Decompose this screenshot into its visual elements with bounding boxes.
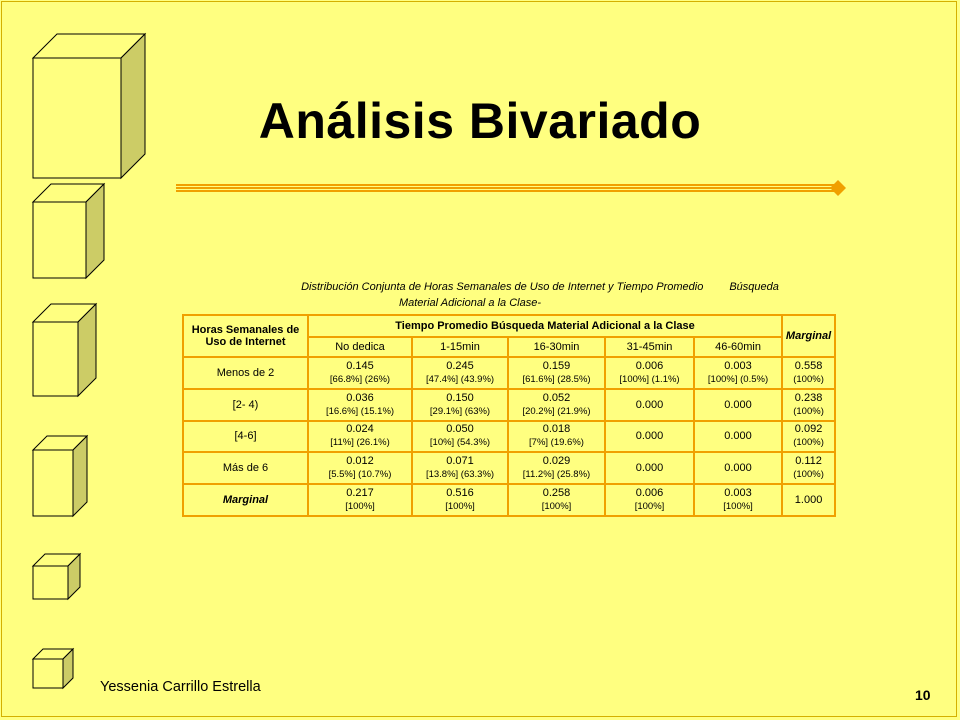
cube-icon	[33, 436, 87, 516]
joint-distribution-table	[182, 314, 836, 517]
row-header: Horas Semanales de Uso de Internet	[183, 315, 308, 357]
table-cell: 0.003 [100%] (0.5%)	[694, 357, 782, 389]
row-label: Marginal	[183, 484, 308, 516]
row-label: Más de 6	[183, 452, 308, 484]
table-cell: 0.006 [100%] (1.1%)	[605, 357, 694, 389]
marginal-cell: 0.558 (100%)	[782, 357, 835, 389]
table-cell: 0.159 [61.6%] (28.5%)	[508, 357, 605, 389]
table-caption-line2: Material Adicional a la Clase-	[398, 297, 542, 309]
table-cell: 0.217 [100%]	[308, 484, 412, 516]
row-label: [4-6]	[183, 421, 308, 453]
marginal-cell: 0.238 (100%)	[782, 389, 835, 421]
marginal-header: Marginal	[782, 315, 835, 357]
table-row	[183, 389, 835, 421]
column-header: 46-60min	[694, 337, 782, 357]
page-number: 10	[915, 687, 931, 703]
table-cell: 0.018 [7%] (19.6%)	[508, 421, 605, 453]
table-cell: 0.000	[694, 389, 782, 421]
marginal-cell: 0.112 (100%)	[782, 452, 835, 484]
table-cell: 0.003 [100%]	[694, 484, 782, 516]
table-cell: 0.258 [100%]	[508, 484, 605, 516]
diamond-icon	[830, 180, 846, 196]
cube-icon	[33, 649, 73, 688]
row-label: Menos de 2	[183, 357, 308, 389]
cube-icon	[33, 304, 96, 396]
table-cell: 0.024 [11%] (26.1%)	[308, 421, 412, 453]
table-cell: 0.516 [100%]	[412, 484, 508, 516]
table-cell: 0.000	[605, 421, 694, 453]
table-cell: 0.050 [10%] (54.3%)	[412, 421, 508, 453]
cube-icon	[33, 184, 104, 278]
table-cell: 0.071 [13.8%] (63.3%)	[412, 452, 508, 484]
table-cell: 0.029 [11.2%] (25.8%)	[508, 452, 605, 484]
table-caption-line1: Distribución Conjunta de Horas Semanales de Uso de Internet y Tiempo Promedio Búsqueda	[301, 281, 779, 293]
title-underline	[176, 180, 846, 196]
marginal-row	[183, 484, 835, 516]
column-header: 16-30min	[508, 337, 605, 357]
marginal-cell: 0.092 (100%)	[782, 421, 835, 453]
column-header: 1-15min	[412, 337, 508, 357]
table-cell: 0.000	[694, 421, 782, 453]
group-header: Tiempo Promedio Búsqueda Material Adicional a la Clase	[308, 315, 782, 337]
table-cell: 0.000	[694, 452, 782, 484]
table-row	[183, 357, 835, 389]
table-cell: 0.245 [47.4%] (43.9%)	[412, 357, 508, 389]
table-cell: 0.012 [5.5%] (10.7%)	[308, 452, 412, 484]
cube-icon	[33, 554, 80, 599]
slide-title: Análisis Bivariado	[258, 93, 702, 149]
table-cell: 0.000	[605, 389, 694, 421]
table-cell: 0.145 [66.8%] (26%)	[308, 357, 412, 389]
table-cell: 0.036 [16.6%] (15.1%)	[308, 389, 412, 421]
column-header: No dedica	[308, 337, 412, 357]
table-cell: 0.006 [100%]	[605, 484, 694, 516]
table-row	[183, 452, 835, 484]
author-footer: Yessenia Carrillo Estrella	[100, 679, 261, 695]
table-row	[183, 421, 835, 453]
table-cell: 0.000	[605, 452, 694, 484]
column-header: 31-45min	[605, 337, 694, 357]
table-cell: 0.052 [20.2%] (21.9%)	[508, 389, 605, 421]
row-label: [2- 4)	[183, 389, 308, 421]
total-cell: 1.000	[782, 484, 835, 516]
table-cell: 0.150 [29.1%] (63%)	[412, 389, 508, 421]
